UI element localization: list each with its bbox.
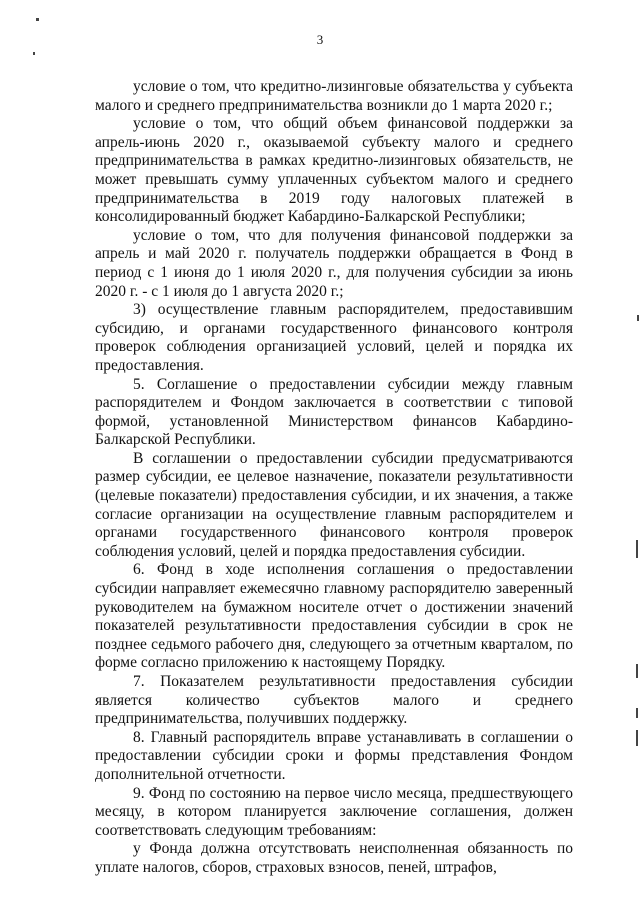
scan-mark xyxy=(636,708,638,718)
paragraph: условие о том, что общий объем финансовой поддержки за апрель-июнь 2020 г., оказываемой субъекту малого и среднего предпринимательства в рамках кредитно-лизинговых обязательств, не может превышать сумму уплаченных субъектом малого и среднего предпринимательства в 2019 году налоговых платежей в консолидированный бюджет Кабардино-Балкарской Республики; xyxy=(95,115,573,226)
scan-mark xyxy=(36,18,39,21)
paragraph: В соглашении о предоставлении субсидии предусматриваются размер субсидии, ее целевое назначение, показатели результативности (целевые показатели) предоставления субсидии, и их значения, а также согласие организации на осуществление главным распорядителем и органами государственного финансового контроля проверок соблюдения условий, целей и порядка предоставления субсидии. xyxy=(95,449,573,560)
paragraph: 6. Фонд в ходе исполнения соглашения о предоставлении субсидии направляет ежемесячно главному распорядителю заверенный руководителем на бумажном носителе отчет о достижении значений показателей результативности предоставления субсидии в срок не позднее седьмого рабочего дня, следующего за отчетным кварталом, по форме согласно приложению к настоящему Порядку. xyxy=(95,561,573,672)
paragraph: условие о том, что для получения финансовой поддержки за апрель и май 2020 г. получатель поддержки обращается в Фонд в период с 1 июня до 1 июля 2020 г., для получения субсидии за июнь 2020 г. - с 1 июля до 1 августа 2020 г.; xyxy=(95,226,573,300)
scan-mark xyxy=(636,540,638,558)
paragraph: 7. Показателем результативности предоставления субсидии является количество субъектов малого и среднего предпринимательства, получивших поддержку. xyxy=(95,673,573,728)
page-number: 3 xyxy=(316,32,324,47)
scan-mark xyxy=(33,52,35,55)
paragraph: условие о том, что кредитно-лизинговые обязательства у субъекта малого и среднего предпринимательства возникли до 1 марта 2020 г.; xyxy=(95,78,573,114)
scan-mark xyxy=(636,664,638,678)
document-body xyxy=(95,78,573,878)
paragraph: у Фонда должна отсутствовать неисполненная обязанность по уплате налогов, сборов, страховых взносов, пеней, штрафов, xyxy=(95,840,573,876)
paragraph: 3) осуществление главным распорядителем, предоставившим субсидию, и органами государственного финансового контроля проверок соблюдения организацией условий, целей и порядка их предоставления. xyxy=(95,301,573,374)
paragraph: 5. Соглашение о предоставлении субсидии между главным распорядителем и Фондом заключается в соответствии с типовой формой, установленной Министерством финансов Кабардино-Балкарской Республики. xyxy=(95,375,573,449)
scan-mark xyxy=(637,315,639,321)
paragraph: 8. Главный распорядитель вправе устанавливать в соглашении о предоставлении субсидии сроки и формы представления Фондом дополнительной отчетности. xyxy=(95,728,573,783)
scan-mark xyxy=(636,730,638,746)
paragraph: 9. Фонд по состоянию на первое число месяца, предшествующего месяцу, в котором планируется заключение соглашения, должен соответствовать следующим требованиям: xyxy=(95,784,573,839)
